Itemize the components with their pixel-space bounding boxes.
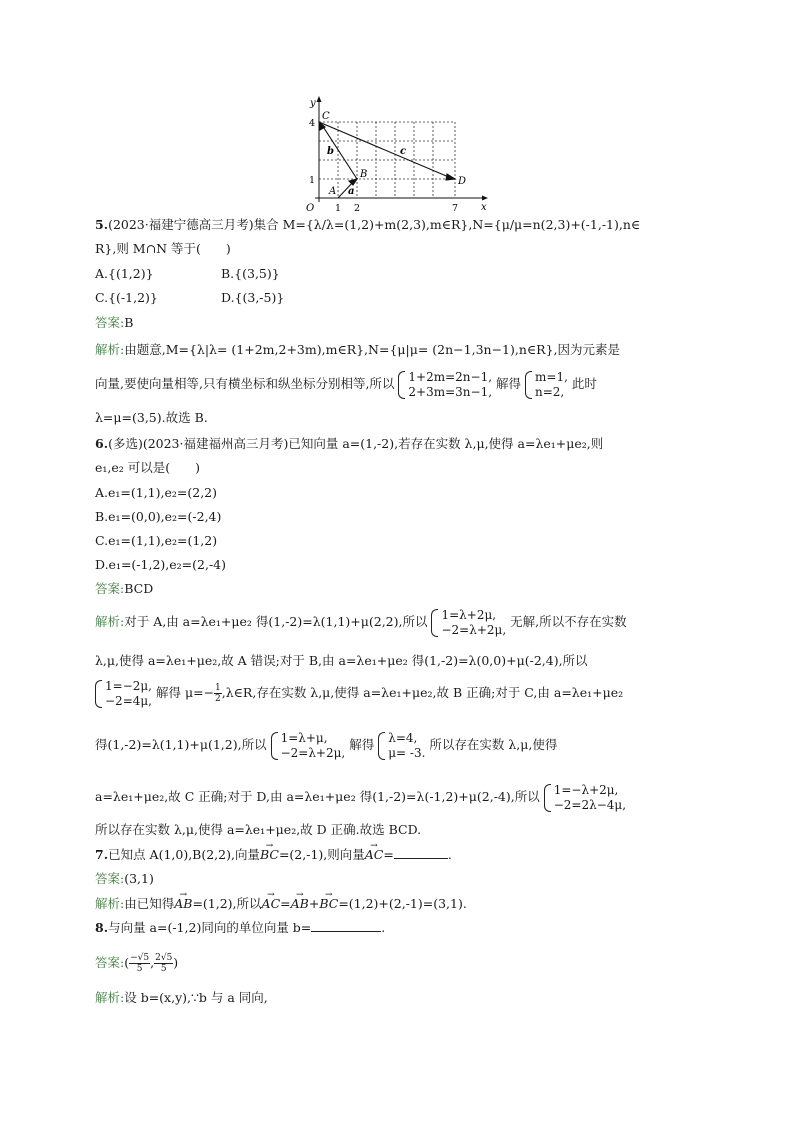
q5-analysis-then: 此时 [571, 376, 597, 391]
q6-option-c [95, 531, 217, 551]
q7-stem-text: 已知点 A(1,0),B(2,2),向量 [108, 847, 260, 862]
analysis-label: 解析: [95, 342, 125, 357]
q8-number: 8. [95, 920, 109, 935]
q6-answer-value: BCD [124, 581, 154, 596]
vector-b-label: b [327, 146, 334, 157]
q7-analysis [95, 894, 467, 914]
q5-stem-2 [95, 239, 231, 259]
q6-stem [95, 434, 603, 454]
fraction-denominator: 2 [215, 694, 221, 704]
q7-answer [95, 869, 154, 889]
sys-line: −2=λ+2μ, [280, 745, 346, 760]
coordinate-figure [300, 94, 500, 216]
q6-analysis-text-4: 得(1,-2)=λ(1,1)+μ(1,2),所以 [95, 737, 267, 752]
q6-analysis-5 [95, 780, 626, 814]
answer-label: 答案: [95, 315, 125, 330]
point-c-label: C [322, 111, 330, 122]
q5-option-a: A.{(1,2)} [95, 266, 154, 281]
q6-solution-c [378, 731, 425, 761]
q6-option-d-text: D.e₁=(-1,2),e₂=(2,-4) [95, 557, 226, 572]
q6-option-b [95, 507, 221, 527]
q6-answer [95, 579, 153, 599]
q6-stem-text-2: e₁,e₂ 可以是( ) [95, 460, 201, 475]
q5-number: 5. [95, 217, 109, 232]
vector-bc: → BC [319, 894, 338, 914]
q7-analysis-plus: + [308, 896, 320, 911]
q5-option-b: B.{(3,5)} [221, 266, 280, 281]
point-b-label: B [360, 169, 368, 180]
sys-line: n=2, [535, 384, 565, 399]
point-d-label: D [458, 176, 467, 187]
q7-analysis-eq: = [280, 896, 291, 911]
q6-option-a [95, 483, 217, 503]
q6-analysis-text-1: 对于 A,由 a=λe₁+μe₂ 得(1,-2)=λ(1,1)+μ(2,2),所以 [124, 614, 428, 629]
q7-answer-blank[interactable] [394, 846, 448, 859]
origin-label: O [306, 203, 315, 214]
q6-option-a-text: A.e₁=(1,1),e₂=(2,2) [95, 485, 218, 500]
q7-stem-mid: =(2,-1),则向量 [278, 847, 365, 862]
q6-number: 6. [95, 436, 109, 451]
q6-fraction [214, 683, 222, 704]
q6-system-b [95, 679, 152, 709]
fraction-denominator: 5 [136, 964, 143, 974]
q6-analysis-2 [95, 651, 588, 671]
analysis-label: 解析: [95, 990, 125, 1005]
q5-answer-value: B [124, 315, 134, 330]
q5-option-c: C.{(-1,2)} [95, 290, 158, 305]
sys-line: 1=−λ+2μ, [553, 782, 619, 797]
vector-ab: → AB [174, 894, 192, 914]
q7-analysis-text: 由已知得 [124, 896, 175, 911]
vector-ac: → AC [365, 845, 384, 865]
sys-line: −2=4μ, [105, 693, 152, 708]
q6-analysis-text-2: λ,μ,使得 a=λe₁+μe₂,故 A 错误;对于 B,由 a=λe₁+μe₂ 得(1,-2)=λ(0,0)+μ(-2,4),所以 [95, 653, 588, 668]
sys-line: m=1, [535, 369, 568, 384]
vector-ac: → AC [262, 894, 281, 914]
q7-analysis-mid: =(1,2),所以 [192, 896, 262, 911]
q5-options-ab [95, 264, 280, 284]
x-tick-7: 7 [452, 203, 459, 214]
q5-analysis-text-1: 由题意,M={λ|λ= (1+2m,2+3m),m∈R},N={μ|μ= (2n−1,3n−1),n∈R},因为元素是 [124, 342, 621, 357]
answer-label: 答案: [95, 581, 125, 596]
fraction-numerator: 2√5 [155, 953, 173, 963]
q6-system-c [271, 731, 346, 761]
q6-system-d [544, 783, 626, 813]
fraction-denominator: 5 [160, 964, 167, 974]
point-a-label: A [329, 186, 337, 197]
q8-analysis [95, 988, 268, 1008]
answer-label: 答案: [95, 955, 125, 970]
q6-analysis-1 [95, 605, 627, 639]
sys-line: 1+2m=2n−1, [408, 369, 493, 384]
y-tick-4: 4 [309, 118, 316, 129]
sys-line: 2+3m=3n−1, [408, 384, 493, 399]
q5-solution-system [525, 370, 568, 400]
q8-answer-x [129, 953, 150, 974]
q7-number: 7. [95, 847, 109, 862]
q6-stem-2 [95, 458, 200, 478]
q5-stem [95, 215, 640, 235]
q5-stem-text: (2023·福建宁德高三月考)集合 M={λ/λ=(1,2)+m(2,3),m∈R},N={μ/μ=n(2,3)+(-1,-1),n∈ [108, 217, 641, 232]
q6-option-c-text: C.e₁=(1,1),e₂=(1,2) [95, 533, 218, 548]
q6-analysis-4 [95, 728, 557, 762]
y-axis-label: y [310, 98, 316, 109]
q6-option-d [95, 555, 226, 575]
q5-analysis-1 [95, 340, 620, 360]
answer-label: 答案: [95, 871, 125, 886]
q6-analysis-text-1b: 无解,所以不存在实数 [510, 614, 627, 629]
sys-line: λ=4, [388, 730, 418, 745]
q6-analysis-solve-c: 解得 [349, 737, 375, 752]
q6-analysis-text-4b: 所以存在实数 λ,μ,使得 [429, 737, 558, 752]
sys-line: μ= -3. [388, 745, 426, 760]
q7-analysis-result: =(1,2)+(2,-1)=(3,1). [338, 896, 467, 911]
analysis-label: 解析: [95, 896, 125, 911]
q5-answer [95, 313, 133, 333]
q6-analysis-text-3: ,λ∈R,存在实数 λ,μ,使得 a=λe₁+μe₂,故 B 正确;对于 C,由 a=λe₁+μe₂ [221, 685, 624, 700]
vector-bc: → BC [260, 845, 279, 865]
q5-stem-text-2: R},则 M∩N 等于( ) [95, 241, 231, 256]
vector-c-label: c [400, 146, 407, 157]
x-axis-label: x [481, 202, 487, 213]
vector-ab: → AB [291, 894, 309, 914]
q5-option-d: D.{(3,-5)} [221, 290, 285, 305]
q8-answer-y [154, 953, 173, 974]
q8-answer: 答案:( $\frac{-√5}{5}$ , $\frac{2√5}{5}$ ) [95, 953, 179, 974]
q5-analysis-3 [95, 408, 208, 428]
q6-stem-text: (多选)(2023·福建福州高三月考)已知向量 a=(1,-2),若存在实数 λ,μ,使得 a=λe₁+μe₂,则 [108, 436, 604, 451]
q6-option-b-text: B.e₁=(0,0),e₂=(-2,4) [95, 509, 222, 524]
q6-analysis-text-5: a=λe₁+μe₂,故 C 正确;对于 D,由 a=λe₁+μe₂ 得(1,-2)=λ(-1,2)+μ(2,-4),所以 [95, 789, 540, 804]
q5-analysis-solve: 解得 [496, 376, 522, 391]
q7-answer-value: (3,1) [124, 871, 154, 886]
sys-line: −2=2λ−4μ, [553, 797, 627, 812]
sys-line: −2=λ+2μ, [441, 622, 507, 637]
x-tick-1: 1 [335, 203, 342, 214]
x-tick-2: 2 [354, 203, 361, 214]
sys-line: 1=λ+μ, [280, 730, 328, 745]
q7-stem-eq: = [383, 847, 394, 862]
y-tick-1: 1 [309, 175, 316, 186]
sys-line: 1=λ+2μ, [441, 607, 497, 622]
q8-stem: 8.与向量 a=(-1,2)同向的单位向量 b= . [95, 920, 386, 935]
vector-a-label: a [348, 186, 355, 197]
fraction-numerator: −√5 [130, 953, 150, 963]
q6-analysis-text-6: 所以存在实数 λ,μ,使得 a=λe₁+μe₂,故 D 正确.故选 BCD. [95, 822, 422, 837]
q8-stem-text: 与向量 a=(-1,2)同向的单位向量 b= [108, 920, 312, 935]
q6-system-a [431, 608, 506, 638]
q8-analysis-text: 设 b=(x,y),∵b 与 a 同向, [124, 990, 268, 1005]
fraction-numerator: 1 [215, 683, 221, 693]
q5-analysis-2 [95, 367, 597, 401]
q8-answer-blank[interactable] [311, 919, 381, 932]
q6-analysis-solve-b: 解得 μ= [155, 685, 204, 700]
sys-line: 1=−2μ, [105, 678, 152, 693]
q5-options-cd [95, 288, 284, 308]
q7-stem: 7.已知点 A(1,0),B(2,2),向量→ BC=(2,-1),则向量→ AC= . [95, 845, 452, 865]
q5-analysis-text-2: 向量,要使向量相等,只有横坐标和纵坐标分别相等,所以 [95, 376, 395, 391]
analysis-label: 解析: [95, 614, 125, 629]
q5-equation-system [398, 370, 492, 400]
q6-analysis-3: 1=−2μ, −2=4μ, 解得 μ=− $\frac{1}{2}$ ,λ∈R,存在实数 λ,μ,使得 a=λe₁+μe₂,故 B 正确;对于 C,由 a=λe₁+μe₂ [95, 676, 623, 710]
q5-analysis-text-3: λ=μ=(3,5).故选 B. [95, 410, 208, 425]
